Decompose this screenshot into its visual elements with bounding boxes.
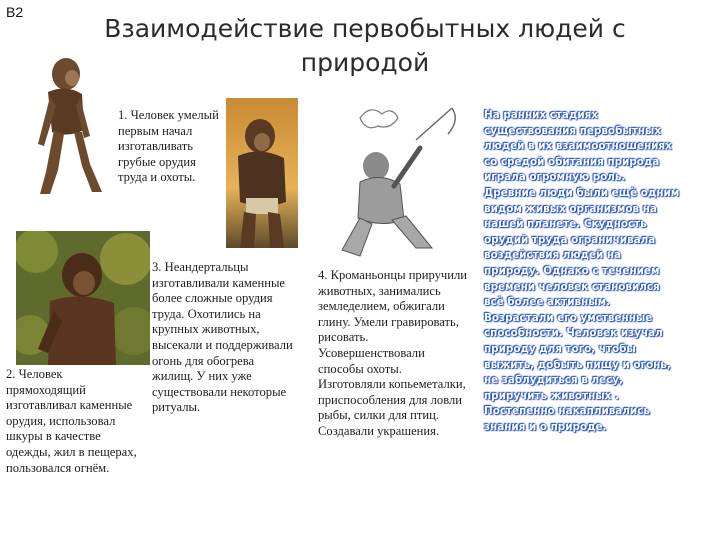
cro-magnon-sketch-image	[320, 100, 466, 262]
early-human-walking-image	[18, 52, 120, 202]
homo-habilis-text: 1. Человек умелый первым начал изготавливать грубые орудия труда и охоты.	[118, 108, 219, 185]
slide-title: Взаимодействие первобытных людей с природой	[104, 14, 626, 77]
summary-text: На ранних стадиях существования первобытных людей в их взаимоотношениях со средой обитания природа играла огромную роль. Древние люди были ещё одним видом живых организмов на нашей планете. Скудность орудий труда ограничивала воздействия людей на природу. Однако с течением времени человек становился всё более активным. Возрастали его умственные способности. Человек изучал природу для того, чтобы выжить, добыть пищу и огонь, не заблудиться в лесу, приручить животных . Постепенно накапливались знания и о природе.	[484, 109, 680, 433]
cro-magnons-text: 4. Кроманьонцы приручили животных, занимались земледелием, обжигали глину. Умели гравировать, рисовать. Усовершенствовали способы охоты. Изготовляли копьеметалки, приспособления для ловли рыбы, силки для птиц. Создавали украшения.	[318, 268, 467, 438]
homo-erectus-forest-image	[16, 231, 150, 365]
neanderthals-text: 3. Неандертальцы изготавливали каменные более сложные орудия труда. Охотились на крупных животных, высекали и поддерживали огонь для обогрева жилищ. У них уже существовали некоторые ритуалы.	[152, 260, 293, 415]
homo-erectus-text: 2. Человек прямоходящий изготавливал каменные орудия, использовал шкуры в качестве одежды, жил в пещерах, пользовался огнём.	[6, 367, 137, 475]
homo-habilis-sunset-image	[226, 98, 298, 248]
slide-number-label: В2	[6, 4, 24, 20]
